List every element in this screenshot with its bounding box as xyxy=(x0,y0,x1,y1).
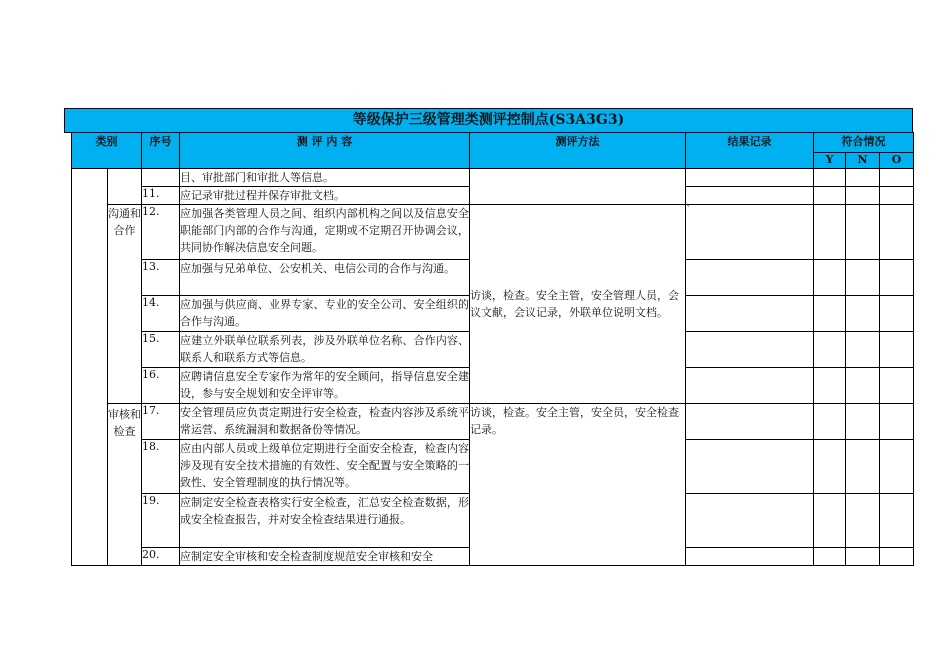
result-cell xyxy=(686,548,814,566)
o-cell xyxy=(880,260,914,296)
o-cell xyxy=(880,440,914,494)
row-number: 19. xyxy=(142,494,180,548)
o-cell xyxy=(880,494,914,548)
n-cell xyxy=(846,260,880,296)
row-content: 目、审批部门和审批人等信息。 xyxy=(180,169,470,187)
header-y: Y xyxy=(814,153,846,169)
result-cell xyxy=(686,368,814,404)
o-cell xyxy=(880,368,914,404)
result-cell xyxy=(686,187,814,205)
category-audit: 审核和检查 xyxy=(108,404,142,566)
header-number: 序号 xyxy=(142,133,180,169)
y-cell xyxy=(814,296,846,332)
result-cell xyxy=(686,494,814,548)
row-number: 15. xyxy=(142,332,180,368)
result-cell xyxy=(686,260,814,296)
row-number: 12. xyxy=(142,205,180,260)
evaluation-table xyxy=(71,132,914,566)
o-cell xyxy=(880,205,914,260)
row-content: 应聘请信息安全专家作为常年的安全顾问，指导信息安全建设，参与安全规划和安全评审等。 xyxy=(180,368,470,404)
n-cell xyxy=(846,205,880,260)
header-content: 测 评 内 容 xyxy=(180,133,470,169)
table-title: 等级保护三级管理类测评控制点(S3A3G3) xyxy=(64,108,913,133)
y-cell xyxy=(814,494,846,548)
o-cell xyxy=(880,404,914,440)
o-cell xyxy=(880,548,914,566)
result-cell xyxy=(686,404,814,440)
n-cell xyxy=(846,368,880,404)
header-o: O xyxy=(880,153,914,169)
category-prev xyxy=(108,169,142,205)
result-cell xyxy=(686,332,814,368)
o-cell xyxy=(880,187,914,205)
n-cell xyxy=(846,548,880,566)
row-content: 应记录审批过程并保存审批文档。 xyxy=(180,187,470,205)
y-cell xyxy=(814,169,846,187)
row-number: 13. xyxy=(142,260,180,296)
row-number: 11. xyxy=(142,187,180,205)
header-method: 测评方法 xyxy=(470,133,686,169)
result-mark: ` xyxy=(686,205,814,260)
y-cell xyxy=(814,404,846,440)
n-cell xyxy=(846,296,880,332)
method-communication: 访谈，检查。安全主管，安全管理人员，会议文献，会议记录，外联单位说明文档。 xyxy=(470,205,686,404)
row-content: 应加强与供应商、业界专家、专业的安全公司、安全组织的合作与沟通。 xyxy=(180,296,470,332)
y-cell xyxy=(814,548,846,566)
row-content: 应由内部人员或上级单位定期进行全面安全检查，检查内容涉及现有安全技术措施的有效性、安全配置与安全策略的一致性、安全管理制度的执行情况等。 xyxy=(180,440,470,494)
header-conformance: 符合情况 xyxy=(814,133,914,153)
header-result: 结果记录 xyxy=(686,133,814,169)
row-number: 18. xyxy=(142,440,180,494)
row-number xyxy=(142,169,180,187)
method-prev xyxy=(470,169,686,205)
n-cell xyxy=(846,169,880,187)
result-cell xyxy=(686,440,814,494)
n-cell xyxy=(846,187,880,205)
row-content: 应制定安全检查表格实行安全检查，汇总安全检查数据，形成安全检查报告，并对安全检查结果进行通报。 xyxy=(180,494,470,548)
o-cell xyxy=(880,296,914,332)
y-cell xyxy=(814,368,846,404)
o-cell xyxy=(880,332,914,368)
row-content: 应制定安全审核和安全检查制度规范安全审核和安全 xyxy=(180,548,470,566)
row-number: 16. xyxy=(142,368,180,404)
category-communication: 沟通和合作 xyxy=(108,205,142,404)
row-number: 17. xyxy=(142,404,180,440)
y-cell xyxy=(814,260,846,296)
n-cell xyxy=(846,440,880,494)
header-n: N xyxy=(846,153,880,169)
row-content: 应加强与兄弟单位、公安机关、电信公司的合作与沟通。 xyxy=(180,260,470,296)
y-cell xyxy=(814,440,846,494)
y-cell xyxy=(814,187,846,205)
row-content: 应加强各类管理人员之间、组织内部机构之间以及信息安全职能部门内部的合作与沟通，定期或不定期召开协调会议，共同协作解决信息安全问题。 xyxy=(180,205,470,260)
result-cell xyxy=(686,296,814,332)
n-cell xyxy=(846,404,880,440)
row-number: 14. xyxy=(142,296,180,332)
o-cell xyxy=(880,169,914,187)
row-content: 安全管理员应负责定期进行安全检查，检查内容涉及系统平常运营、系统漏洞和数据备份等情况。 xyxy=(180,404,470,440)
header-category: 类别 xyxy=(72,133,142,169)
n-cell xyxy=(846,332,880,368)
method-audit: 访谈，检查。安全主管，安全员，安全检查记录。 xyxy=(470,404,686,566)
n-cell xyxy=(846,494,880,548)
row-content: 应建立外联单位联系列表，涉及外联单位名称、合作内容、联系人和联系方式等信息。 xyxy=(180,332,470,368)
row-number: 20. xyxy=(142,548,180,566)
y-cell xyxy=(814,205,846,260)
y-cell xyxy=(814,332,846,368)
outer-category-cell xyxy=(72,169,108,566)
result-cell xyxy=(686,169,814,187)
